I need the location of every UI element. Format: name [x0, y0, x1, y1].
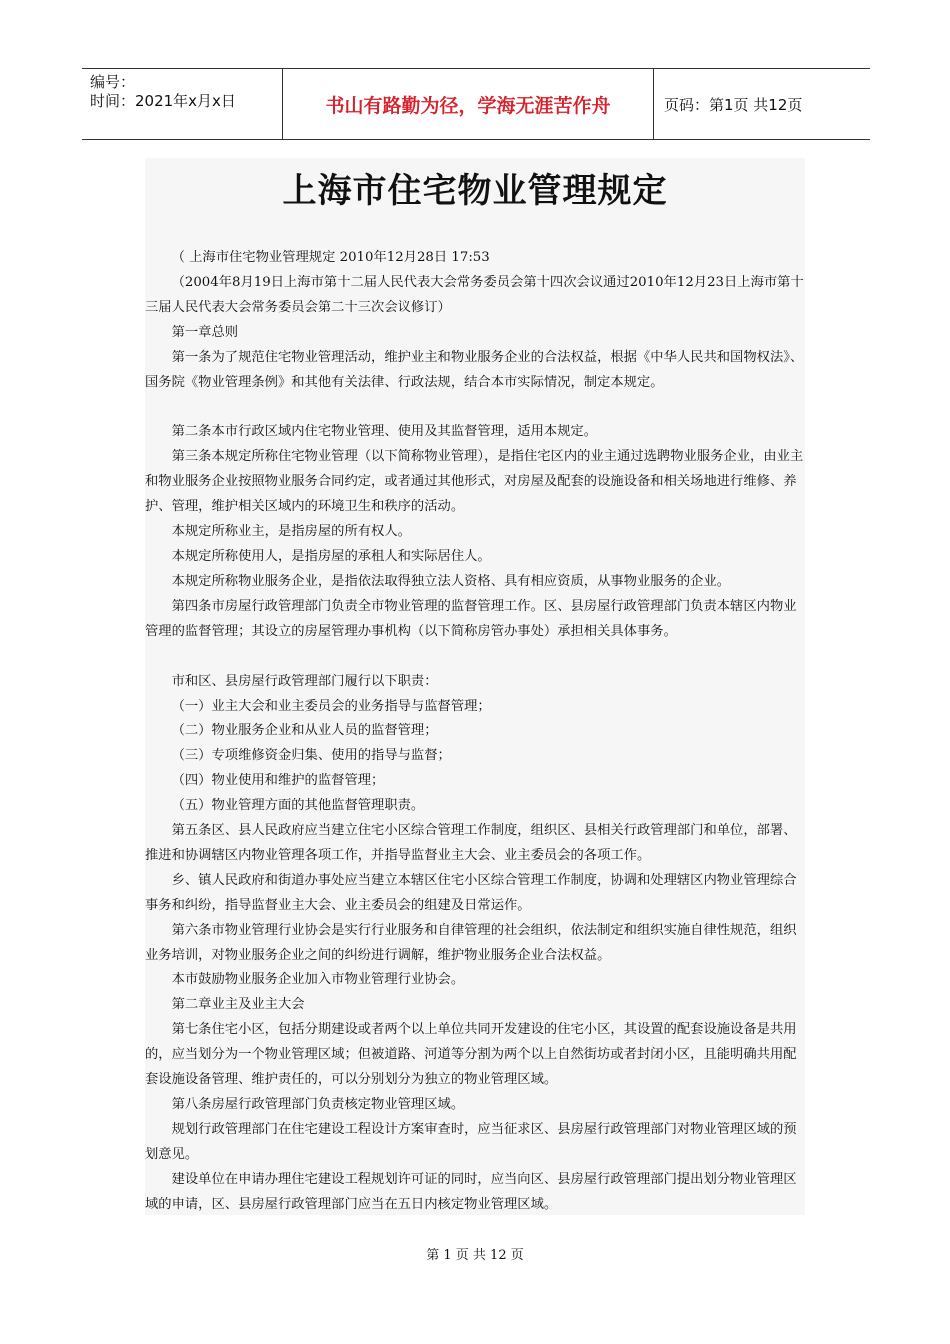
paragraph-article-6: 第六条市物业管理行业协会是实行行业服务和自律管理的社会组织，依法制定和组织实施自律性规范，组织业务培训，对物业服务企业之间的纠纷进行调解，维护物业服务企业合法权益。 [145, 922, 797, 963]
paragraph: 本市鼓励物业服务企业加入市物业管理行业协会。 [171, 972, 465, 988]
paragraph: 市和区、县房屋行政管理部门履行以下职责： [171, 673, 438, 689]
time-label: 时间：2021年x月x日 [90, 92, 236, 110]
paragraph: 本规定所称业主，是指房屋的所有权人。 [171, 524, 411, 540]
list-item: （二）物业服务企业和从业人员的监督管理； [171, 723, 438, 739]
paragraph-article-7: 第七条住宅小区，包括分期建设或者两个以上单位共同开发建设的住宅小区，其设置的配套设施设备是共用的，应当划分为一个物业管理区域；但被道路、河道等分割为两个以上自然街坊或者封闭小区，且能明确共用配套设施设备管理、维护责任的，可以分别划分为独立的物业管理区域。 [145, 1022, 797, 1088]
paragraph-adoption-note: （2004年8月19日上海市第十二届人民代表大会常务委员会第十四次会议通过2010年12月23日上海市第十三届人民代表大会常务委员会第二十三次会议修订） [145, 274, 804, 315]
list-item: （三）专项维修资金归集、使用的指导与监督； [171, 748, 451, 764]
list-item: （五）物业管理方面的其他监督管理职责。 [171, 798, 425, 814]
header-page-info: 页码：第1页 共12页 [664, 95, 803, 114]
paragraph: 本规定所称使用人，是指房屋的承租人和实际居住人。 [171, 548, 491, 564]
header-table [82, 68, 870, 140]
paragraph-article-8: 第八条房屋行政管理部门负责核定物业管理区域。 [171, 1097, 465, 1112]
paragraph-article-1: 第一条为了规范住宅物业管理活动，维护业主和物业服务企业的合法权益，根据《中华人民共和国物权法》、国务院《物业管理条例》和其他有关法律、行政法规，结合本市实际情况，制定本规定。 [145, 349, 804, 390]
list-item: （一）业主大会和业主委员会的业务指导与监督管理； [171, 698, 491, 714]
header-meta [82, 69, 282, 139]
header-motto: 书山有路勤为径，学海无涯苦作舟 [282, 69, 654, 139]
paragraph: 规划行政管理部门在住宅建设工程设计方案审查时，应当征求区、县房屋行政管理部门对物业管理区域的预划意见。 [145, 1121, 797, 1162]
paragraph: 乡、镇人民政府和街道办事处应当建立本辖区住宅小区综合管理工作制度，协调和处理辖区内物业管理综合事务和纠纷，指导监督业主大会、业主委员会的组建及日常运作。 [145, 872, 797, 913]
paragraph-source: （ 上海市住宅物业管理规定 2010年12月28日 17:53 [171, 250, 490, 265]
page-footer: 第 1 页 共 12 页 [426, 1248, 524, 1263]
paragraph-article-5: 第五条区、县人民政府应当建立住宅小区综合管理工作制度，组织区、县相关行政管理部门和单位，部署、推进和协调辖区内物业管理各项工作，并指导监督业主大会、业主委员会的各项工作。 [145, 823, 797, 863]
paragraph: 建设单位在申请办理住宅建设工程规划许可证的同时，应当向区、县房屋行政管理部门提出划分物业管理区域的申请，区、县房屋行政管理部门应当在五日内核定物业管理区域。 [145, 1171, 797, 1212]
chapter-heading: 第二章业主及业主大会 [171, 997, 305, 1013]
paragraph: 本规定所称物业服务企业，是指依法取得独立法人资格、具有相应资质，从事物业服务的企业。 [171, 573, 731, 589]
paragraph-article-4: 第四条市房屋行政管理部门负责全市物业管理的监督管理工作。区、县房屋行政管理部门负责本辖区内物业管理的监督管理；其设立的房屋管理办事机构（以下简称房管办事处）承担相关具体事务。 [145, 598, 797, 639]
document-body [145, 246, 807, 1218]
paragraph-article-2: 第二条本市行政区域内住宅物业管理、使用及其监督管理，适用本规定。 [171, 424, 598, 440]
chapter-heading: 第一章总则 [171, 324, 239, 340]
list-item: （四）物业使用和维护的监督管理； [171, 773, 385, 789]
paragraph-article-3: 第三条本规定所称住宅物业管理（以下简称物业管理），是指住宅区内的业主通过选聘物业服务企业，由业主和物业服务企业按照物业服务合同约定，或者通过其他形式，对房屋及配套的设施设备和相关场地进行维修、养护、管理，维护相关区域内的环境卫生和秩序的活动。 [145, 449, 804, 515]
number-label: 编号： [90, 73, 136, 91]
document-title: 上海市住宅物业管理规定 [282, 171, 668, 211]
